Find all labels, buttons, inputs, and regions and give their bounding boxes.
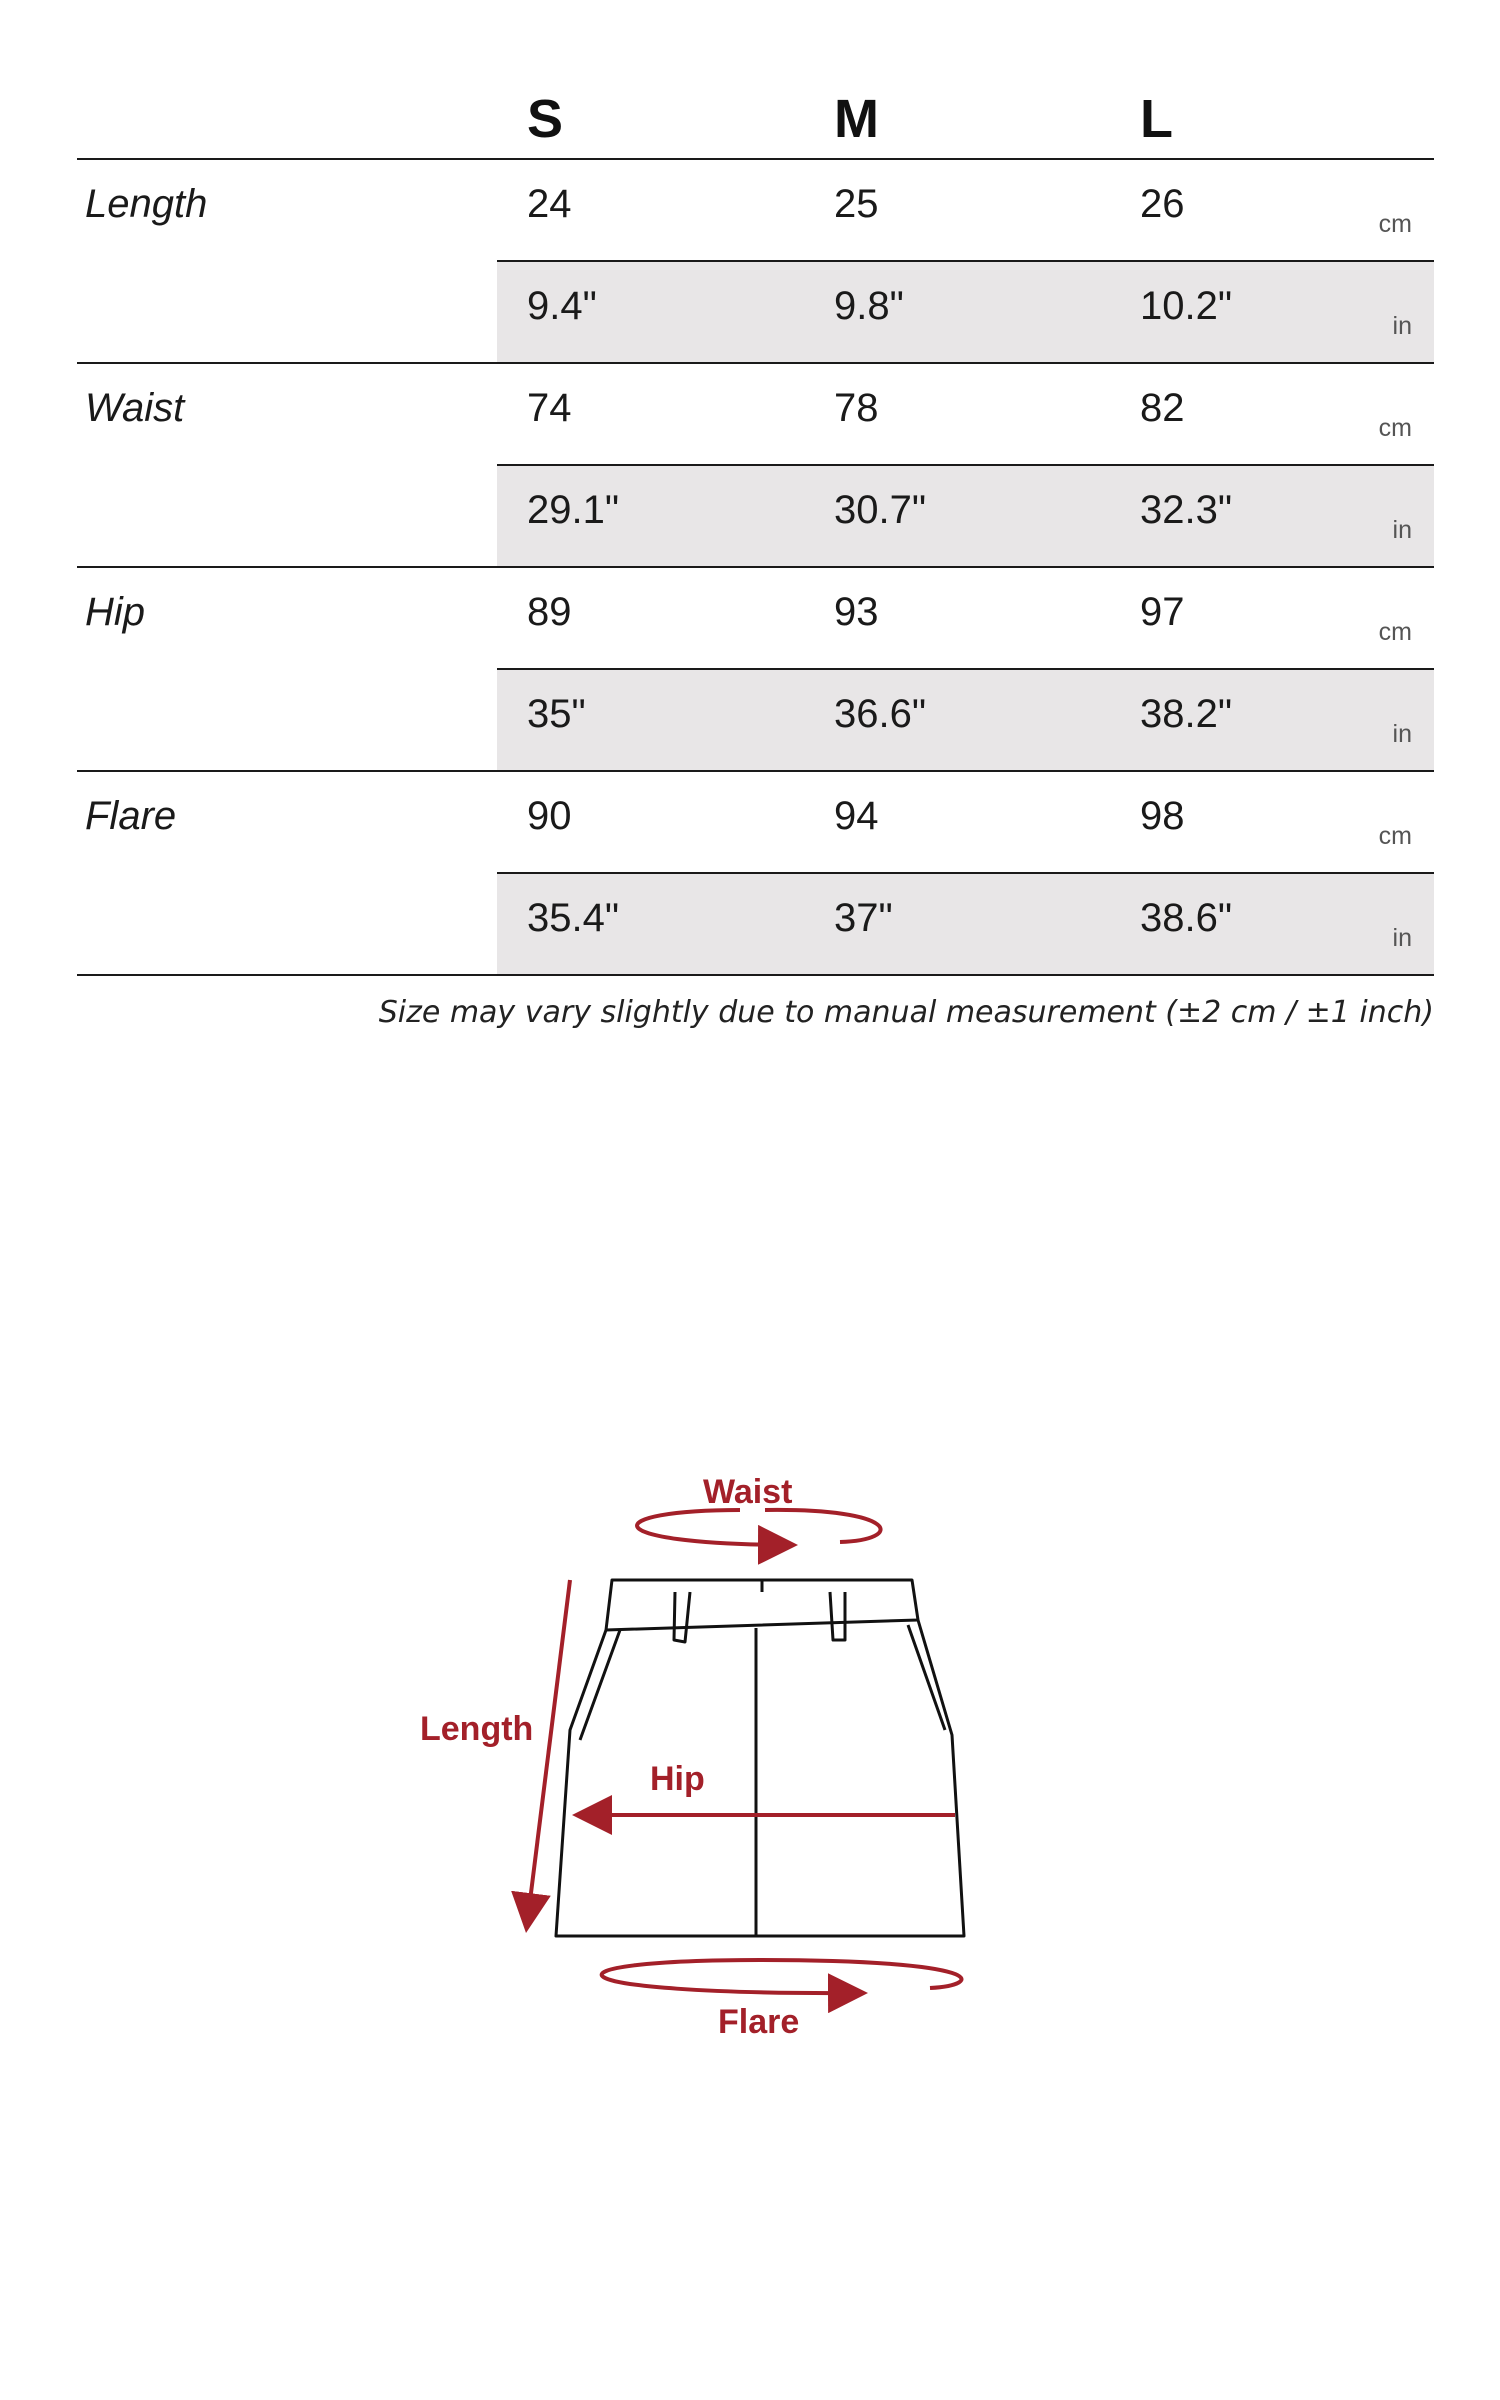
skirt-outline-icon <box>0 1440 1500 2040</box>
unit-cm-label: cm <box>1378 618 1412 646</box>
flare-s-cm: 90 <box>527 794 572 838</box>
hip-l-cm: 97 <box>1140 590 1185 634</box>
flare-label: Flare <box>718 2003 800 2041</box>
row-flare-cm <box>497 772 1434 872</box>
waist-s-in: 29.1" <box>527 488 620 532</box>
unit-in-label: in <box>1392 516 1412 544</box>
measurement-note: Size may vary slightly due to manual measurement (±2 cm / ±1 inch) <box>378 995 1434 1030</box>
hip-s-in: 35" <box>527 692 586 736</box>
row-hip-cm <box>497 568 1434 668</box>
waist-s-cm: 74 <box>527 386 572 430</box>
size-header-m: M <box>834 89 879 149</box>
length-s-cm: 24 <box>527 182 572 226</box>
unit-in-label: in <box>1392 720 1412 748</box>
row-label-flare: Flare <box>85 794 177 838</box>
hip-m-in: 36.6" <box>834 692 927 736</box>
table-bottom-rule <box>77 974 1434 976</box>
flare-m-cm: 94 <box>834 794 879 838</box>
row-label-length: Length <box>85 182 208 226</box>
row-label-waist: Waist <box>85 386 185 430</box>
waist-m-in: 30.7" <box>834 488 927 532</box>
row-label-hip: Hip <box>85 590 146 634</box>
unit-in-label: in <box>1392 924 1412 952</box>
row-waist-in <box>497 466 1434 566</box>
flare-s-in: 35.4" <box>527 896 620 940</box>
skirt-outline <box>556 1580 964 1936</box>
row-waist-cm <box>497 364 1434 464</box>
unit-cm-label: cm <box>1378 414 1412 442</box>
unit-cm-label: cm <box>1378 822 1412 850</box>
hip-m-cm: 93 <box>834 590 879 634</box>
flare-arrow <box>602 1960 962 1993</box>
row-flare-in <box>497 874 1434 974</box>
length-label: Length <box>420 1710 534 1748</box>
unit-cm-label: cm <box>1378 210 1412 238</box>
skirt-diagram <box>0 1440 1500 2040</box>
row-length-in <box>497 262 1434 362</box>
waist-l-cm: 82 <box>1140 386 1185 430</box>
length-arrow <box>527 1580 570 1925</box>
length-m-in: 9.8" <box>834 284 904 328</box>
length-m-cm: 25 <box>834 182 879 226</box>
hip-l-in: 38.2" <box>1140 692 1233 736</box>
size-header-l: L <box>1140 89 1173 149</box>
waist-label: Waist <box>703 1473 793 1511</box>
row-length-cm <box>497 160 1434 260</box>
row-hip-in <box>497 670 1434 770</box>
flare-l-cm: 98 <box>1140 794 1185 838</box>
length-l-cm: 26 <box>1140 182 1185 226</box>
length-s-in: 9.4" <box>527 284 597 328</box>
hip-s-cm: 89 <box>527 590 572 634</box>
size-header-s: S <box>527 89 564 149</box>
waist-m-cm: 78 <box>834 386 879 430</box>
length-l-in: 10.2" <box>1140 284 1233 328</box>
waist-l-in: 32.3" <box>1140 488 1233 532</box>
waist-arrow <box>637 1510 881 1545</box>
flare-l-in: 38.6" <box>1140 896 1233 940</box>
unit-in-label: in <box>1392 312 1412 340</box>
flare-m-in: 37" <box>834 896 893 940</box>
hip-label: Hip <box>650 1760 705 1798</box>
